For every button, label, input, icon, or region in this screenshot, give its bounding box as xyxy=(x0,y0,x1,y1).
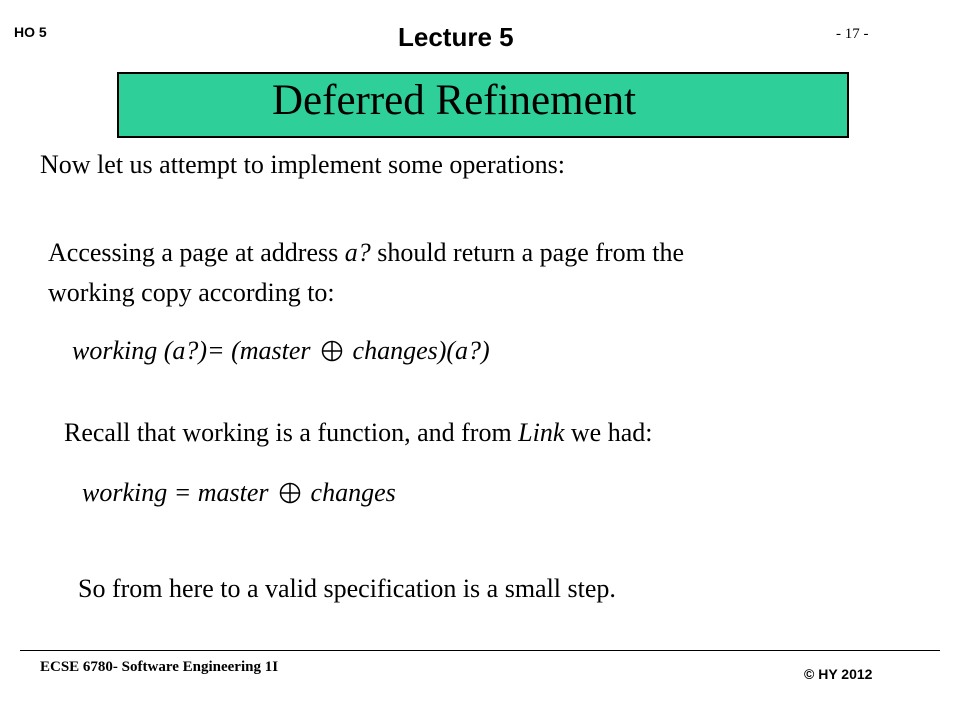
lecture-heading: Lecture 5 xyxy=(398,22,514,52)
access-text-part2: should return a page from the xyxy=(370,238,685,267)
oplus-icon xyxy=(321,340,343,362)
recall-text-part2: we had: xyxy=(564,418,653,447)
recall-link-term: Link xyxy=(518,418,565,447)
recall-text-part1: Recall that working is a function, and from xyxy=(64,418,519,447)
access-text-part1: Accessing a page at address xyxy=(48,238,345,267)
conclusion-text: So from here to a valid specification is a small step. xyxy=(78,574,616,603)
slide-title: Deferred Refinement xyxy=(272,77,637,124)
handout-label: HO 5 xyxy=(14,24,47,40)
access-text-line2: working copy according to: xyxy=(48,278,335,307)
page-number: - 17 - xyxy=(836,26,869,42)
formula-working-application xyxy=(72,336,490,366)
intro-text: Now let us attempt to implement some operations: xyxy=(40,150,565,179)
recall-text xyxy=(64,418,653,448)
formula1-right: changes)(a?) xyxy=(352,336,490,365)
formula1-left: working (a?)= (master xyxy=(72,336,311,365)
course-label: ECSE 6780- Software Engineering 1I xyxy=(40,659,279,675)
oplus-icon xyxy=(279,482,301,504)
footer-divider xyxy=(20,650,940,651)
access-variable: a? xyxy=(344,238,371,267)
formula2-right: changes xyxy=(310,478,396,507)
access-text-line1 xyxy=(48,238,684,268)
copyright-label: © HY 2012 xyxy=(804,666,873,682)
formula2-left: working = master xyxy=(82,478,269,507)
formula-working-definition xyxy=(82,478,396,508)
